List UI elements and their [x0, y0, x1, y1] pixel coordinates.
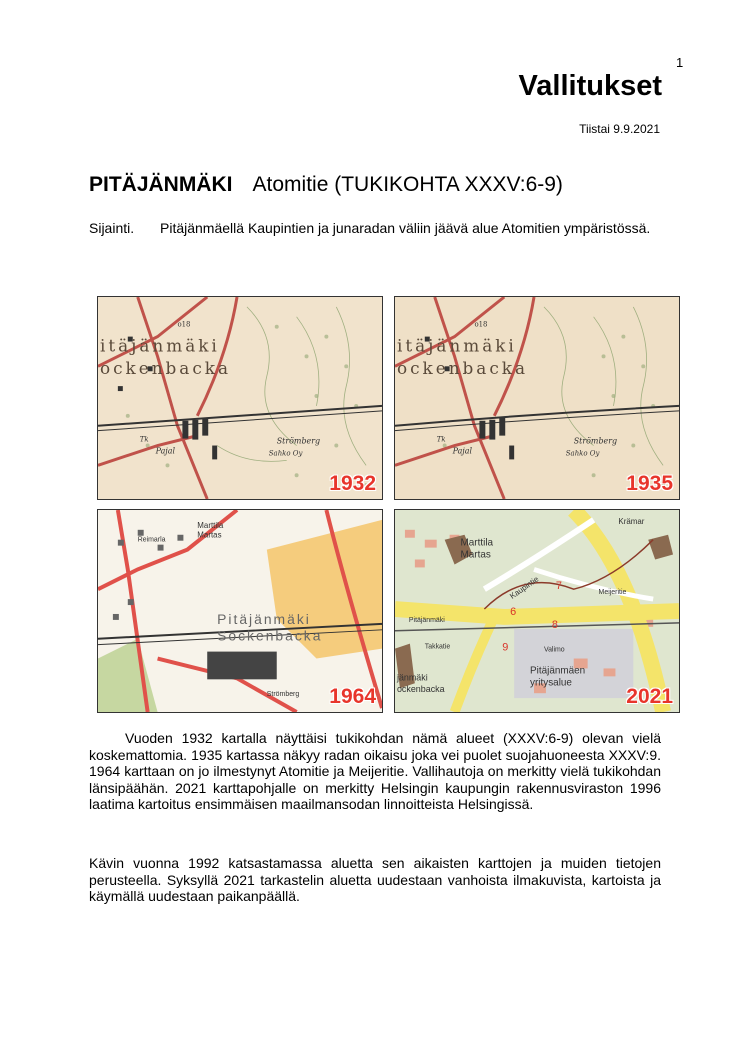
map-label: Martas: [197, 530, 222, 540]
location-line: [89, 220, 650, 236]
map-label: Strömberg: [266, 691, 300, 699]
section-heading: [89, 173, 563, 197]
map-year-label: 1964: [329, 685, 376, 708]
heading-place: PITÄJÄNMÄKI: [89, 173, 233, 196]
map-year-label: 2021: [626, 685, 673, 708]
map-label: Pitäjänmäki: [408, 616, 445, 624]
map-label: Pajal: [155, 446, 176, 456]
site-marker: 9: [502, 641, 509, 654]
map-label: Strömberg: [573, 436, 618, 446]
map-label: Pitäjänmäki: [217, 610, 311, 627]
map-label: ockenbacka: [99, 358, 232, 379]
map-1964: [97, 509, 383, 713]
body-paragraph: Kävin vuonna 1992 katsastamassa aluetta sen aikaisten karttojen ja muiden tietojen perusteella. Syksyllä 2021 tarkastelin aluetta uudestaan vanhoista ilmakuvista, kartoista ja käymällä uudestaan paikanpäällä.: [89, 855, 661, 904]
map-label: Strömberg: [276, 436, 321, 446]
map-year-label: 1935: [626, 472, 673, 495]
map-label: Pitäjänmäen: [530, 665, 586, 677]
page-number: 1: [676, 55, 684, 70]
map-label: Marttila: [197, 520, 224, 530]
heading-subtitle: Atomitie (TUKIKOHTA XXXV:6-9): [252, 173, 563, 196]
document-date: Tiistai 9.9.2021: [579, 122, 660, 136]
site-marker: 8: [551, 618, 558, 631]
map-label: Kaupintie: [508, 574, 541, 601]
map-label: Pajal: [452, 446, 473, 456]
map-label: o18: [177, 320, 191, 329]
document-title: Vallitukset: [518, 70, 662, 102]
site-marker: 6: [510, 605, 517, 618]
map-label: o18: [474, 320, 488, 329]
map-label: Reimarla: [137, 536, 166, 544]
location-text: Pitäjänmäellä Kaupintien ja junaradan väliin jäävä alue Atomitien ympäristössä.: [160, 220, 651, 236]
map-label: Tk: [139, 435, 149, 444]
map-label: Tk: [436, 435, 446, 444]
map-label: Sockenbacka: [217, 627, 323, 644]
location-label: Sijainti.: [89, 220, 135, 236]
map-year-label: 1932: [329, 472, 376, 495]
map-label: itäjänmäki: [396, 335, 517, 356]
map-label: Sahko Oy: [268, 449, 303, 458]
map-label: yritysalue: [530, 677, 572, 689]
body-paragraph: Vuoden 1932 kartalla näyttäisi tukikohdan nämä alueet (XXXV:6-9) olevan vielä koskemattomia. 1935 kartassa näkyy radan oikaisu joka vei puolet suojahuoneesta XXXV:9. 1964 karttaan on jo ilmestynyt Atomitie ja Meijeritie. Vallihautoja on merkitty vielä tukikohdan länsipäähän. 2021 karttapohjalle on merkitty Helsingin kaupungin rakennusviraston 1996 laatima kartoitus ensimmäisen maailmansodan linnoitteista Helsingissä.: [89, 730, 661, 812]
map-1935: [394, 296, 680, 500]
map-label: ockenbacka: [396, 358, 529, 379]
map-label: Marttila: [460, 537, 494, 549]
site-marker: 7: [555, 580, 562, 593]
map-1932: [97, 296, 383, 500]
map-label: itäjänmäki: [99, 335, 220, 356]
map-label: Meijeritie: [598, 589, 627, 597]
map-label: ockenbacka: [396, 684, 445, 695]
map-label: Sahko Oy: [565, 449, 600, 458]
map-label: Krämar: [618, 516, 645, 526]
map-label: jänmäki: [396, 672, 428, 683]
map-2021: [394, 509, 680, 713]
map-label: Takkatie: [424, 643, 451, 651]
map-label: Martas: [460, 549, 491, 561]
map-label: Valimo: [543, 646, 565, 654]
